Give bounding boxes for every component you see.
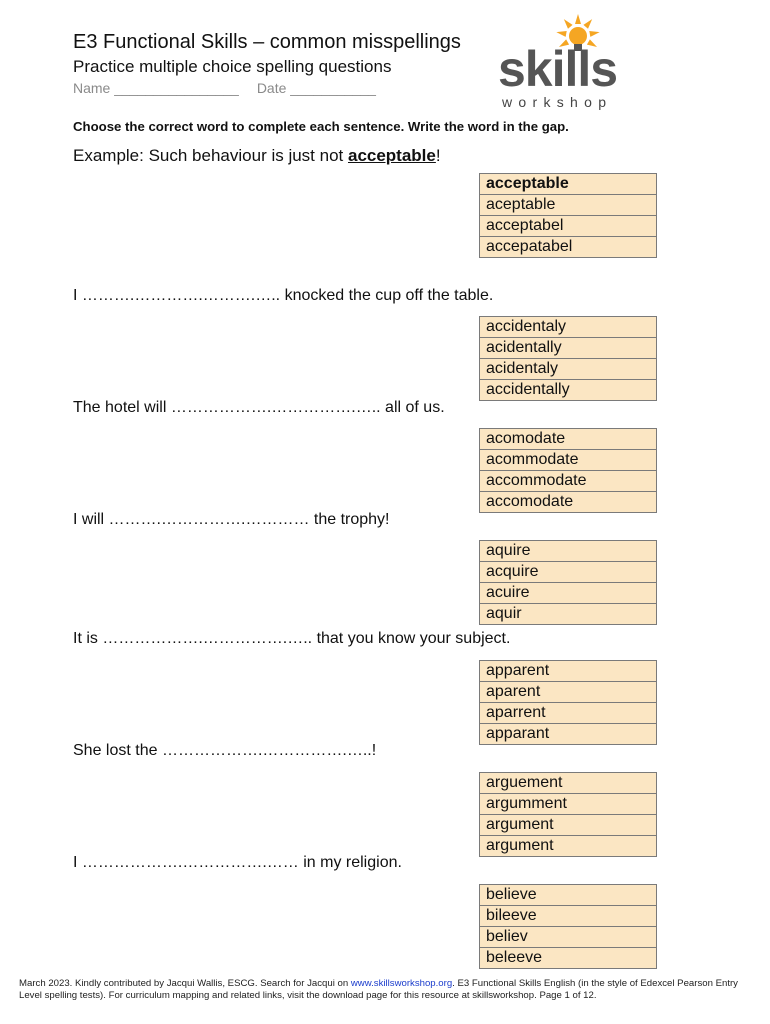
option-item[interactable]: believe [480, 885, 656, 906]
option-item[interactable]: believ [480, 927, 656, 948]
footer-text-continued: . E3 Functional Skills English (in the style of Edexcel Pearson Entry Level spelling tests). For curriculum mapping and related links, visit the download page for this resource at skillsworkshop. Page 1 of 12. [19, 978, 738, 1001]
skills-workshop-logo [498, 14, 660, 112]
option-item[interactable]: argumment [480, 794, 656, 815]
option-item[interactable]: acidentally [480, 338, 656, 359]
option-item[interactable]: accommodate [480, 471, 656, 492]
option-item[interactable]: acceptabel [480, 216, 656, 237]
option-item[interactable]: accomodate [480, 492, 656, 512]
skillsworkshop-link[interactable]: www.skillsworkshop.org [350, 978, 453, 989]
option-item[interactable]: aparrent [480, 703, 656, 724]
option-item[interactable]: aceptable [480, 195, 656, 216]
option-item[interactable]: apparant [480, 724, 656, 744]
option-item[interactable]: accepatabel [480, 237, 656, 257]
option-item[interactable]: acidentaly [480, 359, 656, 380]
option-item[interactable]: bileeve [480, 906, 656, 927]
question-sentence: She lost the ……………….…………….…..! [73, 742, 377, 759]
question-sentence: I will ……….…………….………… the trophy! [73, 511, 390, 528]
option-item[interactable]: aquire [480, 541, 656, 562]
question-sentence: I ……….………….……….….. knocked the cup off the table. [73, 287, 494, 304]
question-sentence: The hotel will ……………….…………….….. all of us. [73, 399, 445, 416]
question-options [479, 316, 657, 401]
date-field-label: Date ___________ [256, 80, 376, 96]
question-sentence: It is ……………….…………….….. that you know your subject. [73, 630, 511, 647]
question-sentence: I ……………….…………….…… in my religion. [73, 854, 402, 871]
page-title: E3 Functional Skills – common misspellings [73, 31, 461, 53]
option-item[interactable]: argument [480, 815, 656, 836]
example-options [479, 173, 657, 258]
option-item[interactable]: argument [480, 836, 656, 856]
option-item[interactable]: beleeve [480, 948, 656, 968]
example-sentence [73, 146, 441, 166]
name-field-label: Name ________________ [73, 80, 239, 96]
logo-word: skills [498, 41, 618, 97]
option-item[interactable]: acomodate [480, 429, 656, 450]
option-item[interactable]: aparent [480, 682, 656, 703]
question-options [479, 772, 657, 857]
option-item[interactable]: apparent [480, 661, 656, 682]
option-item[interactable]: acquire [480, 562, 656, 583]
question-options [479, 660, 657, 745]
instructions: Choose the correct word to complete each sentence. Write the word in the gap. [73, 119, 569, 134]
question-options [479, 428, 657, 513]
option-item[interactable]: acuire [480, 583, 656, 604]
example-prefix: Example: Such behaviour is just not [73, 146, 348, 165]
question-options [479, 884, 657, 969]
option-item[interactable]: accidentally [480, 380, 656, 400]
page-subtitle: Practice multiple choice spelling questions [73, 57, 392, 76]
example-suffix: ! [435, 146, 441, 165]
question-options [479, 540, 657, 625]
option-item[interactable]: acceptable [480, 174, 656, 195]
footer-text: March 2023. Kindly contributed by Jacqui Wallis, ESCG. Search for Jacqui on [19, 978, 351, 989]
example-answer: acceptable [347, 146, 436, 165]
option-item[interactable]: accidentaly [480, 317, 656, 338]
page-footer [19, 978, 754, 1002]
option-item[interactable]: acommodate [480, 450, 656, 471]
option-item[interactable]: aquir [480, 604, 656, 624]
name-date-line [73, 80, 376, 96]
option-item[interactable]: arguement [480, 773, 656, 794]
logo-subword: workshop [502, 94, 613, 110]
